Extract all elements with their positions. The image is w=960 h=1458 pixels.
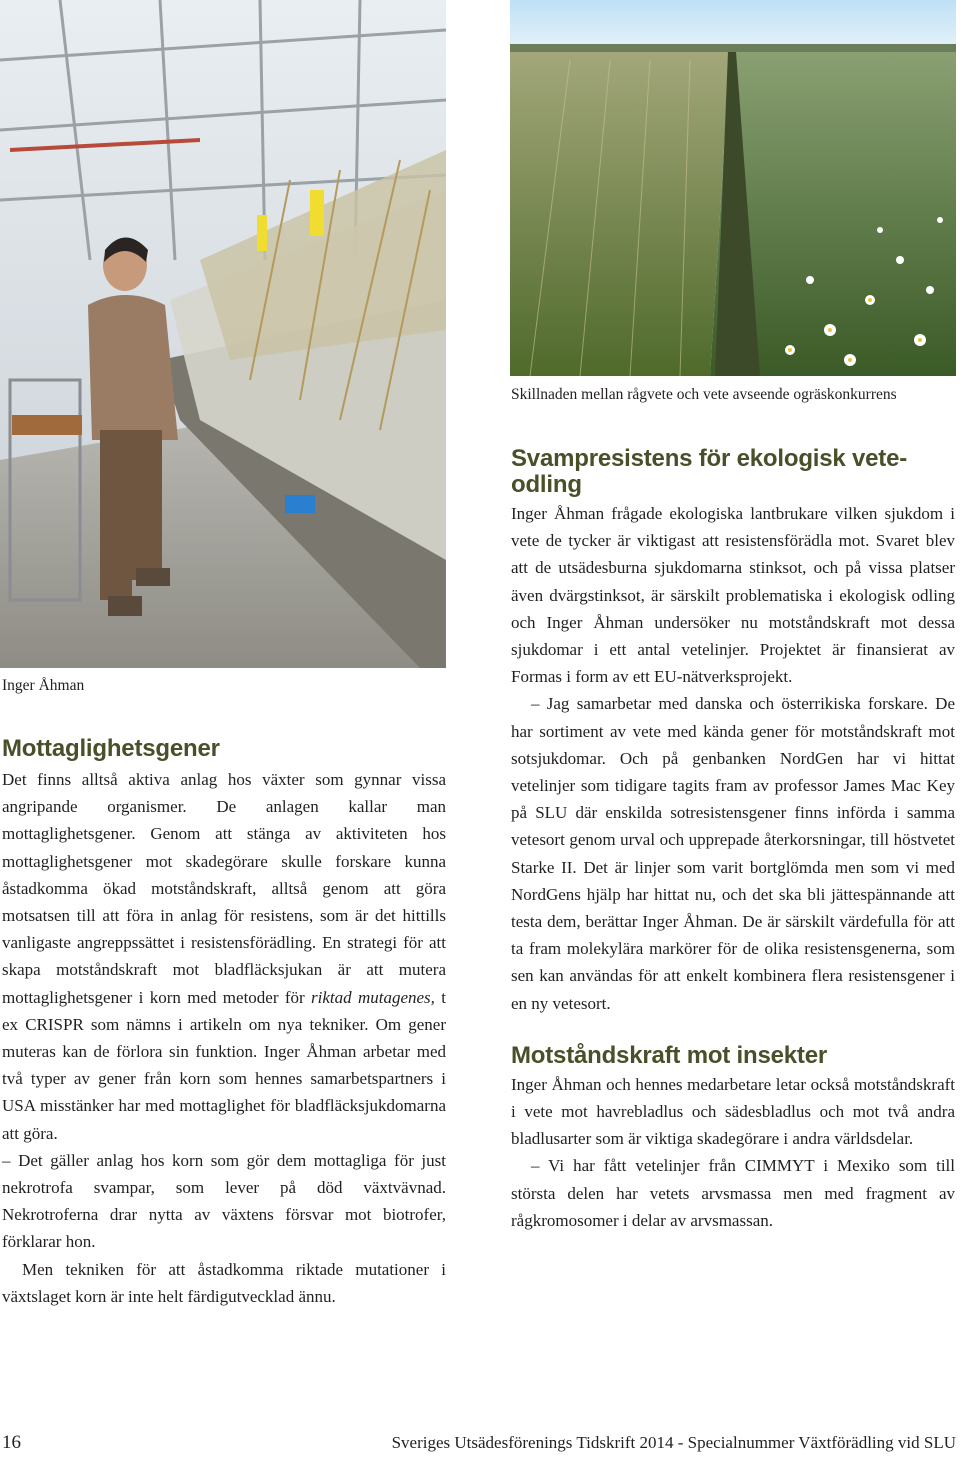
paragraph-left-1-start: Det finns alltså aktiva anlag hos växter som gynnar vissa angripande organismer. De anlagen kallar man mottaglighetsgener. Genom att stänga av aktiviteten hos mottaglighetsgener mot skadegörare skulle forskare kunna åstadkomma ökad motståndskraft, alltså genom att göra motsatsen till att föra in anlag för resistens, som är det hittills vanligaste angreppssättet i resistensförädling. En strategi för att skapa motståndskraft mot bladfläcksjukan är att mutera mottaglighetsgener i korn med metoder för xyxy=(2,770,446,1007)
paragraph-right-4: – Vi har fått vetelinjer från CIMMYT i Mexiko som till största delen har vetets arvsmassa men med fragment av rågkromosomer i delar av arvsmassan. xyxy=(511,1156,955,1230)
greenhouse-photo-image xyxy=(0,0,446,668)
journal-footer: Sveriges Utsädesförenings Tidskrift 2014 - Specialnummer Växtförädling vid SLU xyxy=(391,1433,956,1452)
section-heading-mottaglighetsgener: Mottaglighetsgener xyxy=(2,735,220,762)
paragraph-right-1: Inger Åhman frågade ekologiska lantbrukare vilken sjukdom i vete de tycker är viktigast att resistensförädla mot. Svaret blev att de utsädesburna sjukdomarna stinksot, och på vissa platser även dvärgstinksot, är särskilt problematiska i ekologisk odling och Inger Åhman undersöker nu motståndskraft mot dessa sjukdomar i ett antal vetelinjer. Projektet är finansierat av Formas i form av ett EU-nätverksprojekt. xyxy=(511,504,955,687)
paragraph-left-1 xyxy=(2,766,446,1147)
section-heading-motstandskraft: Motståndskraft mot insekter xyxy=(511,1041,827,1069)
left-column xyxy=(2,736,446,1310)
field-photo xyxy=(510,0,956,376)
field-photo-image xyxy=(510,0,956,376)
right-column xyxy=(511,446,955,1234)
page-number: 16 xyxy=(2,1432,21,1453)
paragraph-right-3: Inger Åhman och hennes medarbetare letar också motståndskraft i vete mot havrebladlus och sädesbladlus och mot två andra bladlusarter som är viktiga skadegörare i andra världsdelar. xyxy=(511,1074,955,1149)
section-heading-svampresistens: Svampresistens för ekologisk veteodling xyxy=(511,445,908,498)
greenhouse-photo xyxy=(0,0,446,668)
paragraph-left-1-italic: riktad mutagenes, xyxy=(311,987,435,1007)
photo-caption-right: Skillnaden mellan rågvete och vete avseende ogräskonkurrens xyxy=(511,386,897,403)
paragraph-left-2: – Det gäller anlag hos korn som gör dem mottagliga för just nekrotrofa svampar, som lever på död växtvävnad. Nekrotroferna drar nytta av växtens försvar mot biotrofer, förklarar hon. xyxy=(2,1150,446,1252)
photo-caption-left: Inger Åhman xyxy=(2,677,85,694)
paragraph-left-3: Men tekniken för att åstadkomma riktade mutationer i växtslaget korn är inte helt färdigutvecklad ännu. xyxy=(2,1259,446,1306)
paragraph-right-2: – Jag samarbetar med danska och österrikiska forskare. De har sortiment av vete med kända gener för motståndskraft mot sotsjukdomar. Och på genbanken NordGen har vi hittat vetelinjer som tidigare tagits fram av professor James Mac Key på SLU där enskilda sotresistensgener finns införda i samma vetesort genom urval och upprepade återkorsningar, till höstvetet Starke II. Det är linjer som varit bortglömda men som vi med NordGens hjälp har hittat nu, och det ska bli jättespännande att testa dem, berättar Inger Åhman. De är särskilt värdefulla för att ta fram molekylära markörer för de olika resistensgenerna, som sen kan användas för att enkelt kombinera flera resistensgener i en ny vetesort. xyxy=(511,694,955,1013)
paragraph-left-1-end: t ex CRISPR som nämns i artikeln om nya tekniker. Om gener muteras kan de förlora sin funktion. Inger Åhman arbetar med två typer av gener från korn som hennes samarbetspartners i USA misstänker har med mottaglighet för bladfläcksjukdomarna att göra. xyxy=(2,987,446,1143)
